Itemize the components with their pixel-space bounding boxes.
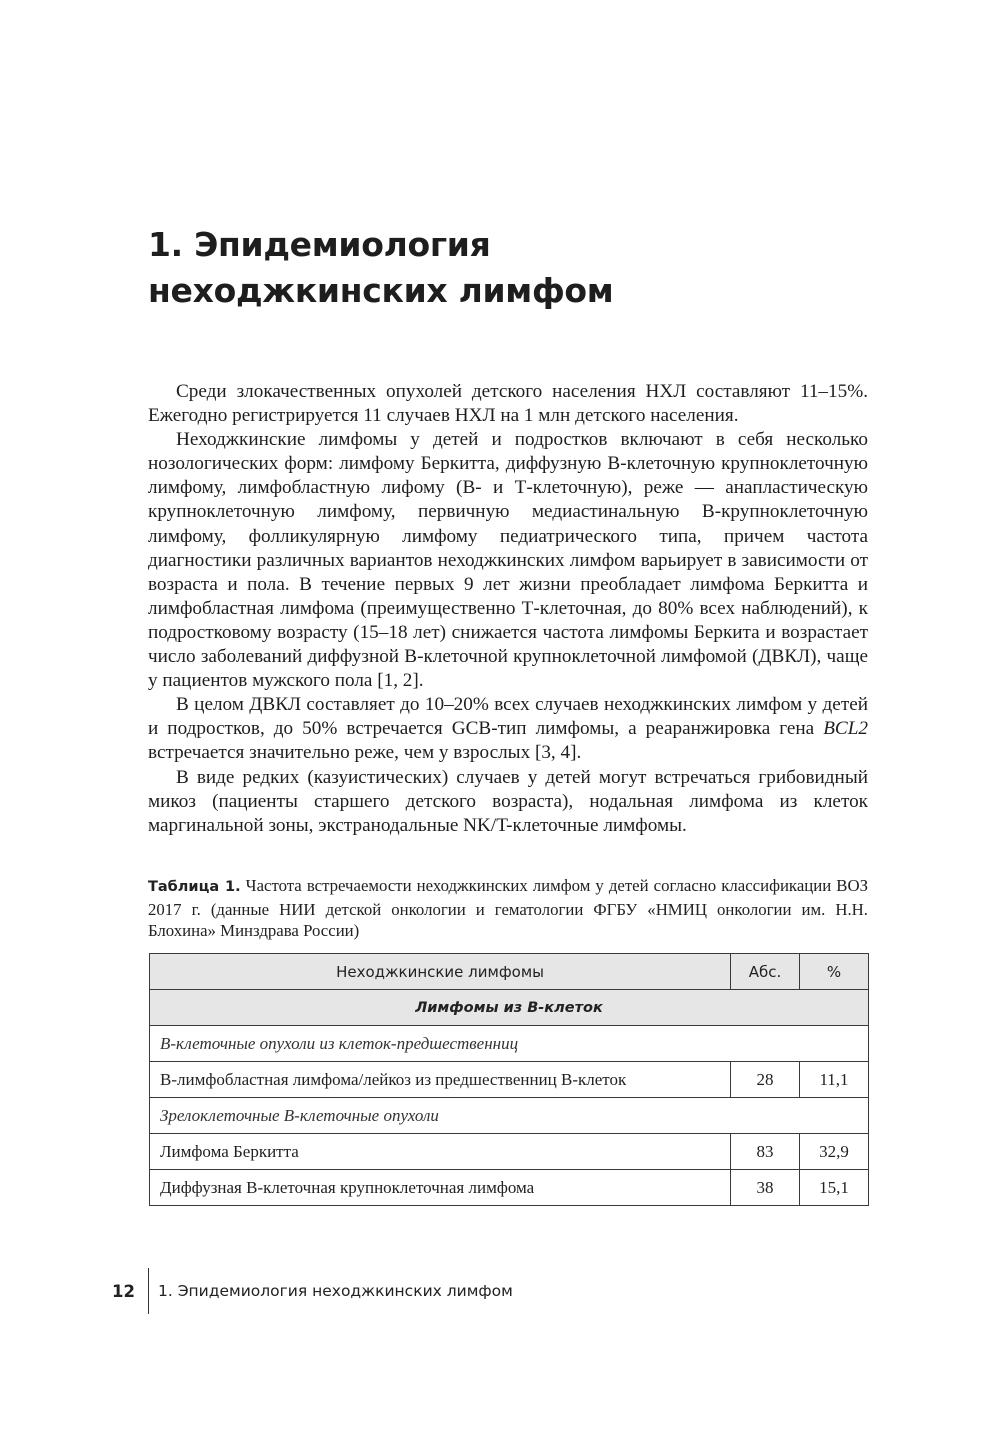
table-row (150, 1134, 869, 1170)
row-pct: 15,1 (800, 1170, 869, 1206)
chapter-title (148, 222, 848, 314)
header-lymphoma-name: Неходжкинские лимфомы (150, 954, 731, 990)
subsection-precursor: В-клеточные опухоли из клеток-предшественниц (150, 1026, 869, 1062)
paragraph-3 (148, 693, 868, 765)
table-caption-label: Таблица 1. (148, 879, 241, 895)
row-pct: 11,1 (800, 1062, 869, 1098)
row-abs: 28 (731, 1062, 800, 1098)
section-b-cell-lymphomas: Лимфомы из В-клеток (150, 990, 869, 1026)
row-abs: 38 (731, 1170, 800, 1206)
subsection-row (150, 1026, 869, 1062)
paragraph-4: В виде редких (казуистических) случаев у детей могут встречаться грибовидный микоз (пациенты старшего детского возраста), нодальная лимфома из клеток маргинальной зоны, экстранодальные NK/T-клеточные лимфомы. (148, 766, 868, 836)
chapter-title-line-1: 1. Эпидемиология (148, 225, 491, 264)
table-header-row (150, 954, 869, 990)
table-caption (148, 875, 868, 942)
row-name: В-лимфобластная лимфома/лейкоз из предшественниц В-клеток (150, 1062, 731, 1098)
subsection-row (150, 1098, 869, 1134)
row-abs: 83 (731, 1134, 800, 1170)
row-name: Диффузная В-клеточная крупноклеточная лимфома (150, 1170, 731, 1206)
lymphoma-frequency-table (149, 953, 869, 1206)
chapter-title-line-2: неходжкинских лимфом (148, 271, 614, 310)
footer-divider (148, 1268, 149, 1314)
subsection-mature: Зрелоклеточные В-клеточные опухоли (150, 1098, 869, 1134)
header-absolute: Абс. (731, 954, 800, 990)
paragraph-3-part-1: В целом ДВКЛ составляет до 10–20% всех случаев неходжкинских лимфом у детей и подростков, до 50% встречается GCB-тип лимфомы, а реаранжировка гена (148, 694, 868, 740)
table-caption-text: Частота встречаемости неходжкинских лимфом у детей согласно классификации ВОЗ 2017 г. (данные НИИ детской онкологии и гематологии ФГБУ «НМИЦ онкологии им. Н.Н. Блохина» Минздрава России) (148, 876, 868, 941)
gene-name: BCL2 (823, 718, 868, 740)
section-row (150, 990, 869, 1026)
body-text (148, 380, 868, 838)
paragraph-2: Неходжкинские лимфомы у детей и подростков включают в себя несколько нозологических форм: лимфому Беркитта, диффузную В-клеточную крупноклеточную лимфому, лимфобластную лифому (В- и Т-клеточную), реже — анапластическую крупноклеточную лимфому, первичную медиастинальную В-крупноклеточную лимфому, фолликулярную лимфому педиатрического типа, причем частота диагностики различных вариантов неходжкинских лимфом варьирует в зависимости от возраста и пола. В течение первых 9 лет жизни преобладает лимфома Беркитта и лимфобластная лимфома (преимущественно Т-клеточная, до 80% всех наблюдений), к подростковому возрасту (15–18 лет) снижается частота лимфомы Беркита и возрастает число заболеваний диффузной В-клеточной крупноклеточной лимфомой (ДВКЛ), чаще у пациентов мужского пола [1, 2]. (148, 429, 868, 692)
running-title: 1. Эпидемиология неходжкинских лимфом (158, 1282, 513, 1300)
page-number: 12 (112, 1282, 135, 1301)
table-row (150, 1062, 869, 1098)
header-percent: % (800, 954, 869, 990)
paragraph-1: Среди злокачественных опухолей детского населения НХЛ составляют 11–15%. Ежегодно регистрируется 11 случаев НХЛ на 1 млн детского населения. (148, 381, 868, 427)
row-pct: 32,9 (800, 1134, 869, 1170)
table-row (150, 1170, 869, 1206)
paragraph-3-part-2: встречается значительно реже, чем у взрослых [3, 4]. (148, 742, 582, 764)
row-name: Лимфома Беркитта (150, 1134, 731, 1170)
